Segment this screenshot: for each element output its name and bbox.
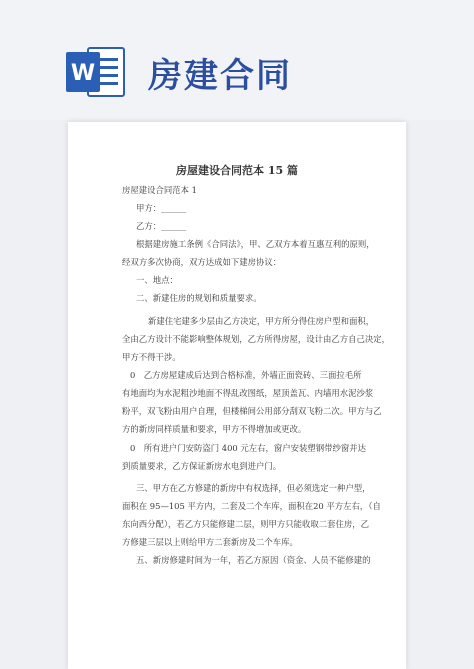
text-line: 乙方：______ [136, 221, 187, 231]
text-line: 方修建三层以上则给甲方二套新房及二个车库。 [122, 537, 298, 547]
text-line: 有地面均为水泥粗沙地面不得乱改图纸，屋顶盖瓦、内墙用水泥沙浆 [122, 388, 374, 398]
text-line: 粉平，双飞粉由用户自理，但楼梯间公用部分刮双飞粉二次。甲方与乙 [122, 406, 382, 416]
header-banner [0, 0, 474, 120]
text-line: 二、新建住房的规划和质量要求。 [136, 293, 262, 303]
text-line: 0 乙方房屋建成后达到合格标准，外墙正面瓷砖、三面拉毛所 [130, 370, 362, 380]
text-line: 新建住宅建多少层由乙方决定，甲方所分得住房户型和面积， [148, 316, 375, 326]
text-line: 东向西分配），若乙方只能修建二层，则甲方只能收取二套住房，乙 [122, 519, 370, 529]
text-line: 甲方：______ [136, 203, 187, 213]
text-line: 到质量要求，乙方保证新房水电到进户门。 [122, 461, 282, 471]
text-line: 一、地点： [136, 275, 178, 285]
text-line: 全由乙方设计不能影响整体规划，乙方所得房屋，设计由乙方自己决定， [122, 334, 390, 344]
text-line: 方的新房同样质量和要求，甲方不得增加或更改。 [122, 424, 307, 434]
text-line: 五、新房修建时间为一年，若乙方原因（资金、人员不能修建的 [136, 555, 371, 565]
document-page [68, 122, 406, 669]
text-line: 面积在 95—105 平方内，二套及二个车库，面积在20 平方左右，（自 [122, 501, 381, 511]
document-title: 房屋建设合同范本 15 篇 [176, 164, 298, 177]
text-line: 房屋建设合同范本 1 [122, 185, 197, 195]
banner-title: 房建合同 [148, 56, 292, 96]
text-line: 根据建房施工条例《合同法》，甲、乙双方本着互惠互利的原则， [136, 239, 375, 249]
text-line: 三、甲方在乙方修建的新房中有权选择，但必须选定一种户型， [136, 483, 371, 493]
text-line: 甲方不得干涉。 [122, 352, 181, 362]
text-line: 0 所有进户门安防盗门 400 元左右，窗户安装塑钢带纱窗并达 [130, 443, 367, 453]
logo-letter: W [70, 61, 96, 86]
text-line: 经双方多次协商，双方达成如下建房协议： [122, 257, 282, 267]
word-document-icon [66, 44, 128, 100]
